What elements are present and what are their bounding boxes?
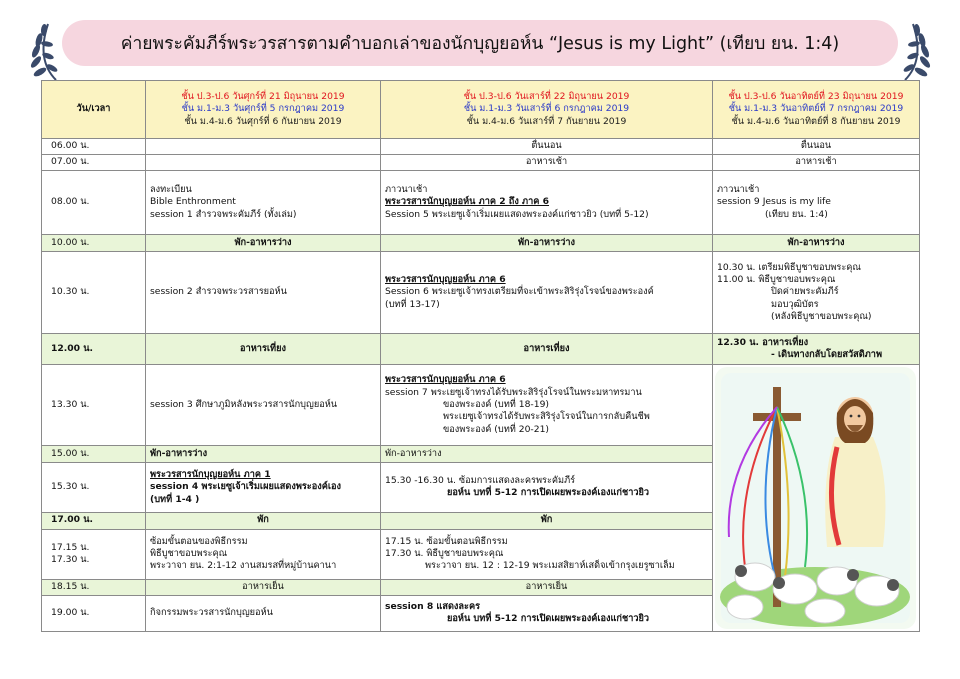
day3-header: ชั้น ป.3-ป.6 วันอาทิตย์ที่ 23 มิถุนายน 2019 ชั้น ม.1-ม.3 วันอาทิตย์ที่ 7 กรกฎาคม 2019 ชั้น ม.4-ม.6 วันอาทิตย์ที่ 8 กันยายน 2019 [713, 81, 920, 139]
table-row: 07.00 น. อาหารเช้า อาหารเช้า [42, 155, 920, 171]
schedule-table [41, 80, 920, 632]
time-cell: 10.00 น. [42, 235, 146, 252]
table-row: 13.30 น. session 3 ศึกษาภูมิหลังพระวรสารนักบุญยอห์น พระวรสารนักบุญยอห์น ภาค 6 session 7 พระเยซูเจ้าทรงได้รับพระสิริรุ่งโรจน์ในพระมหาทรมาน ของพระองค์ (บทที่ 18-19) พระเยซูเจ้าทรงได้รับพระสิริรุ่งโรจน์ในการกลับคืนชีพ ของพระองค์ (บทที่ 20-21) [42, 365, 920, 446]
day2-header: ชั้น ป.3-ป.6 วันเสาร์ที่ 22 มิถุนายน 2019 ชั้น ม.1-ม.3 วันเสาร์ที่ 6 กรกฎาคม 2019 ชั้น ม.4-ม.6 วันเสาร์ที่ 7 กันยายน 2019 [381, 81, 713, 139]
laurel-left-icon [26, 20, 66, 84]
time-cell: 10.30 น. [42, 252, 146, 334]
time-cell: 08.00 น. [42, 171, 146, 235]
day1-header: ชั้น ป.3-ป.6 วันศุกร์ที่ 21 มิถุนายน 2019 ชั้น ม.1-ม.3 วันศุกร์ที่ 5 กรกฎาคม 2019 ชั้น ม.4-ม.6 วันศุกร์ที่ 6 กันยายน 2019 [146, 81, 381, 139]
table-row: 15.30 น. พระวรสารนักบุญยอห์น ภาค 1 session 4 พระเยซูเจ้าเริ่มเผยแสดงพระองค์เอง (บทที่ 1-4 ) 15.30 -16.30 น. ซ้อมการแสดงละครพระคัมภีร์ ยอห์น บทที่ 5-12 การเปิดเผยพระองค์เองแก่ชาวยิว [42, 463, 920, 512]
time-cell: 17.15 น. 17.30 น. [42, 529, 146, 579]
table-row: 15.00 น. พัก-อาหารว่าง พัก-อาหารว่าง [42, 446, 920, 463]
time-cell: 19.00 น. [42, 595, 146, 631]
header-row [42, 81, 920, 139]
jesus-cross-sheep-illustration [715, 367, 916, 629]
table-row: 10.30 น. session 2 สำรวจพระวรสารยอห์น พระวรสารนักบุญยอห์น ภาค 6 Session 6 พระเยซูเจ้าทรงเตรียมที่จะเข้าพระสิริรุ่งโรจน์ของพระองค์ (บทที่ 13-17) 10.30 น. เตรียมพิธีบูชาขอบพระคุณ 11.00 น. พิธีบูชาขอบพระคุณ ปิดค่ายพระคัมภีร์ มอบวุฒิบัตร (หลังพิธีบูชาขอบพระคุณ) [42, 252, 920, 334]
page-title: ค่ายพระคัมภีร์พระวรสารตามคำบอกเล่าของนักบุญยอห์น “Jesus is my Light” (เทียบ ยน. 1:4) [120, 34, 840, 54]
time-cell: 18.15 น. [42, 579, 146, 595]
table-row: 18.15 น. อาหารเย็น อาหารเย็น [42, 579, 920, 595]
time-cell: 13.30 น. [42, 365, 146, 446]
table-row: 08.00 น. ลงทะเบียน Bible Enthronment session 1 สำรวจพระคัมภีร์ (ทั้งเล่ม) ภาวนาเช้า พระวรสารนักบุญยอห์น ภาค 2 ถึง ภาค 6 Session 5 พระเยซูเจ้าเริ่มเผยแสดงพระองค์แก่ชาวยิว (บทที่ 5-12) ภาวนาเช้า session 9 Jesus is my life (เทียบ ยน. 1:4) [42, 171, 920, 235]
table-row: 10.00 น. พัก-อาหารว่าง พัก-อาหารว่าง พัก-อาหารว่าง [42, 235, 920, 252]
time-cell: 15.00 น. [42, 446, 146, 463]
time-cell: 07.00 น. [42, 155, 146, 171]
table-row: 17.15 น. 17.30 น. ซ้อมขั้นตอนของพิธีกรรม พิธีบูชาขอบพระคุณ พระวาจา ยน. 2:1-12 งานสมรสที่หมู่บ้านคานา 17.15 น. ซ้อมขั้นตอนพิธีกรรม 17.30 น. พิธีบูชาขอบพระคุณ พระวาจา ยน. 12 : 12-19 พระเมสสิยาห์เสด็จเข้ากรุงเยรูซาเล็ม [42, 529, 920, 579]
time-cell: 06.00 น. [42, 139, 146, 155]
time-header: วัน/เวลา [42, 81, 146, 139]
table-row: 12.00 น. อาหารเที่ยง อาหารเที่ยง 12.30 น. อาหารเที่ยง - เดินทางกลับโดยสวัสดิภาพ [42, 334, 920, 365]
table-row: 19.00 น. กิจกรรมพระวรสารนักบุญยอห์น session 8 แสดงละคร ยอห์น บทที่ 5-12 การเปิดเผยพระองค์เองแก่ชาวยิว [42, 595, 920, 631]
title-banner [62, 20, 898, 66]
table-row: 06.00 น. ตื่นนอน ตื่นนอน [42, 139, 920, 155]
time-cell: 12.00 น. [42, 334, 146, 365]
time-cell: 17.00 น. [42, 512, 146, 529]
table-row: 17.00 น. พัก พัก [42, 512, 920, 529]
laurel-right-icon [895, 20, 935, 84]
illustration-cell [713, 365, 920, 632]
time-cell: 15.30 น. [42, 463, 146, 512]
